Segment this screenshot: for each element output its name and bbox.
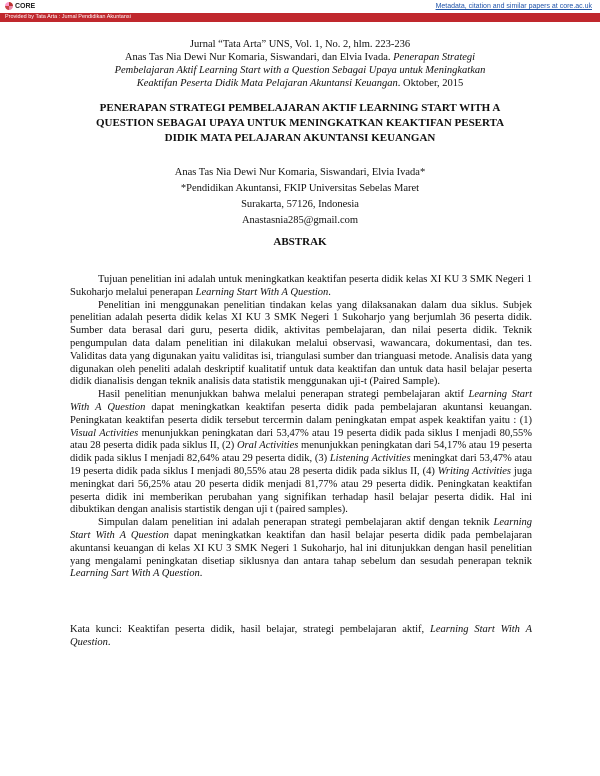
author-affiliation: *Pendidikan Akuntansi, FKIP Universitas Sebelas Maret [180, 183, 420, 194]
author-names: Anas Tas Nia Dewi Nur Komaria, Siswandari, Elvia Ivada* [174, 167, 426, 178]
core-metadata-link[interactable]: Metadata, citation and similar papers at core.ac.uk [435, 3, 592, 10]
provider-text[interactable]: Provided by Tata Arta : Jurnal Pendidikan Akuntansi [5, 14, 131, 20]
provider-bar [0, 13, 600, 22]
citation-journal: Jurnal “Tata Arta” UNS, Vol. 1, No. 2, hlm. 223-236 [189, 39, 411, 50]
paper-title: PENERAPAN STRATEGI PEMBELAJARAN AKTIF LEARNING START WITH A QUESTION SEBAGAI UPAYA UNTUK MENINGKATKAN KEAKTIFAN PESERTA DIDIK MATA PELAJARAN AKUNTANSI KEUANGAN [95, 102, 505, 144]
abstract-paragraph-3: Hasil penelitian menunjukkan bahwa melalui penerapan strategi pembelajaran aktif Learning Start With A Question dapat meningkatkan keaktifan peserta didik pada pembelajaran akuntansi keuangan. Peningkatan keaktifan peserta didik tersebut tercermin dalam peningkatan empat aspek keaktifan yaitu : (1) Visual Activities menunjukkan peningkatan dari 53,47% atau 19 peserta didik pada siklus I menjadi 80,55% atau 28 peserta didik pada siklus II, (2) Oral Activities menunjukkan peningkatan dari 54,17% atau 19 peserta didik pada siklus I menjadi 82,64% atau 29 peserta didik, (3) Listening Activities meningkat dari 53,47% atau 19 peserta didik pada siklus I menjadi 80,55% atau 28 peserta didik pada siklus II, (4) Writing Activities juga meningkat dari 56,25% atau 20 peserta didik menjadi 81,77% atau 29 peserta didik. Peningkatan keaktifan peserta didik ini memberikan perubahan yang signifikan terhadap hasil belajar peserta didik. Hal ini dibuktikan dengan analisis startistik dengan uji t (paired samples). [70, 389, 533, 516]
author-city: Surakarta, 57126, Indonesia [241, 199, 359, 210]
citation-authors-line: Anas Tas Nia Dewi Nur Komaria, Siswandari, dan Elvia Ivada. Penerapan Strategi [124, 52, 476, 63]
core-logo[interactable] [5, 2, 35, 10]
abstract-body [70, 274, 532, 581]
citation-title-line: Pembelajaran Aktif Learning Start with a Question Sebagai Upaya untuk Meningkatkan [114, 65, 486, 76]
core-logo-icon [5, 2, 13, 10]
author-block [100, 165, 500, 229]
core-logo-text: CORE [15, 2, 36, 10]
abstract-paragraph-2: Penelitian ini menggunakan penelitian tindakan kelas yang dilaksanakan dalam dua siklus. Subjek penelitian adalah peserta didik kelas XI KU 3 SMK Negeri 1 Sukoharjo yang berjumlah 36 peserta didik. Sumber data berasal dari guru, peserta didik, aktivitas pembelajaran, dan nilai peserta didik. Teknik pengumpulan data dalam penelitian ini dilakukan melalui observasi, wawancara, dokumentasi, dan tes. Validitas data yang digunakan yaitu validitas isi, triangulasi sumber dan trianguasi metode. Analisis data yang digunakan oleh peneliti adalah deskriptif kualitatif untuk data keaktifan dan untuk data hasil belajar peserta didik dianalisis dengan teknik analisis data statistik menggunakan uji-t (Paired Sample). [70, 299, 532, 388]
core-topbar [0, 0, 600, 13]
abstract-paragraph-4: Simpulan dalam penelitian ini adalah penerapan strategi pembelajaran aktif dengan teknik Learning Start With A Question dapat meningkatkan keaktifan dan hasil belajar peserta didik pada pembelajaran akuntansi keuangan di kelas XI KU 3 SMK Negeri 1 Sukoharjo, hal ini ditunjukkan dengan hasil penelitian yang mengalami peningkatan disetiap siklusnya dan antara tahap sebelum dan sesudah penerapan teknik Learning Sart With A Question. [70, 517, 533, 580]
abstract-heading: ABSTRAK [273, 236, 327, 248]
citation-date-line: Keaktifan Peserta Didik Mata Pelajaran Akuntansi Keuangan. Oktober, 2015 [136, 78, 464, 89]
author-email: Anastasnia285@gmail.com [241, 215, 359, 226]
abstract-paragraph-1: Tujuan penelitian ini adalah untuk meningkatkan keaktifan peserta didik kelas XI KU 3 SMK Negeri 1 Sukoharjo melalui penerapan Learning Start With A Question. [70, 274, 532, 298]
keywords: Kata kunci: Keaktifan peserta didik, hasil belajar, strategi pembelajaran aktif, Learning Start With A Question. [70, 624, 532, 648]
citation-header [60, 38, 540, 90]
